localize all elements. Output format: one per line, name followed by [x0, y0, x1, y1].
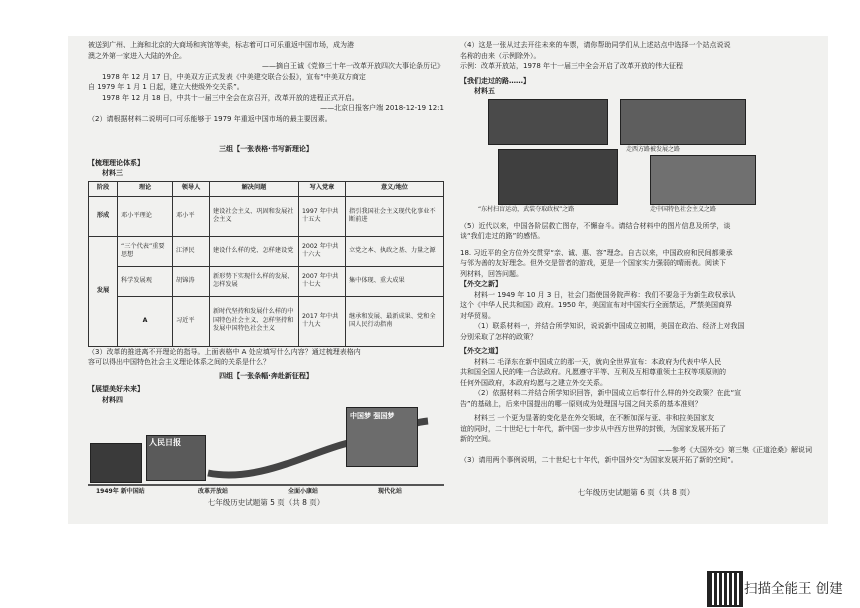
question-4: （4）这是一张从过去开往未来的车票，请你帮助同学们从上述站点中选择一个站点说说 [460, 41, 731, 49]
history-collage [474, 99, 774, 219]
group3-subtitle: 【梳理理论体系】 [88, 158, 144, 167]
material-4-label: 材料四 [102, 395, 123, 404]
china-dream-poster [346, 407, 418, 467]
material-2: 材料二 毛泽东在新中国成立的那一天，就向全世界宣布：本政府为代表中华人民 [474, 357, 722, 366]
material-3: 谊的同时，二十世纪七十年代，新中国一步步从中西方世界的封锁，为国家发展开拓了 [460, 424, 726, 433]
poster-slogan: 中国梦 强国梦 [350, 412, 395, 420]
table-cell: 习近平 [173, 296, 210, 346]
question-18-2: （2）依据材料二并结合所学知识回答，新中国成立后奉行什么样的外交政策？在此“宣 [474, 389, 742, 397]
theory-table [88, 181, 444, 347]
collage-caption: “东村扫盲运动，武装夺取政权”之路 [478, 205, 575, 213]
question-5: 谈“我们走过的路”的感悟。 [460, 232, 545, 240]
train-ticket-timeline [88, 407, 444, 495]
station-label: 改革开放站 [198, 488, 229, 495]
timeline-rail [88, 484, 444, 486]
table-header: 理论 [118, 181, 173, 196]
page-6 [460, 40, 812, 498]
qr-code-icon [707, 571, 743, 607]
table-cell: 建设什么样的党、怎样建设党 [210, 236, 299, 266]
table-row [89, 236, 444, 266]
group4-subtitle: 【展望美好未来】 [88, 385, 144, 393]
stage-cell: 发展 [89, 236, 118, 346]
collage-photo [498, 149, 618, 205]
date-line: 自 1979 年 1 月 1 日起，建立大使级外交关系”。 [88, 83, 244, 91]
date-line: 1978 年 12 月 18 日，中共十一届三中全会在京召开，改革开放的进程正式开启。 [102, 93, 359, 102]
material-5-label: 材料五 [474, 87, 495, 95]
collage-caption: 走中国特色社会主义之路 [650, 205, 717, 213]
newspaper-masthead: 人民日报 [149, 438, 181, 447]
collage-photo [488, 99, 608, 145]
table-cell: 胡锦涛 [173, 266, 210, 296]
question-18: 列材料，回答问题。 [460, 269, 523, 278]
source-line: ——参考《大国外交》第三集《正道沧桑》解说词 [658, 445, 812, 454]
material-2: 任何外国政府，本政府均愿与之建立外交关系。 [460, 378, 607, 387]
material-3: 新的空间。 [460, 435, 495, 443]
page-footer: 七年级历史试题第 5 页（共 8 页） [207, 498, 325, 507]
table-cell: 立党之本、执政之基、力量之源 [346, 236, 444, 266]
question-2: （2）请根据材料二说明可口可乐能够于 1979 年重返中国市场的最主要因素。 [88, 114, 332, 123]
table-header-row [89, 181, 444, 196]
road-title: 【我们走过的路……】 [460, 76, 530, 85]
date-line: 1978 年 12 月 17 日，中美双方正式发表《中美建交联合公报》，宣布“中美双方商定 [102, 72, 366, 81]
foreign-way-title: 【外交之道】 [460, 347, 502, 355]
material-1: 对华贸易。 [460, 311, 495, 320]
station-label: 1949年 新中国站 [96, 488, 145, 495]
material-1: 材料一 1949 年 10 月 3 日，社会门指使国务院声称：我们不要急于为新生政权承认 [474, 290, 736, 299]
page-5 [88, 40, 444, 509]
intro-line: 澳之外第一家进入大陆的外企。 [88, 51, 186, 60]
question-5: （5）近代以来，中国各阶层救亡图存，不懈奋斗。请结合材料中的图片信息及所学，谈 [460, 221, 731, 230]
material-1: 这个《中华人民共和国》政府。1950 年，美国宣布对中国实行全面禁运，严禁美国商界 [460, 301, 733, 309]
question-4: 名称的由来（示例除外）。 [460, 51, 541, 60]
table-cell: 2017 年中共十九大 [299, 296, 346, 346]
stage-cell: 形成 [89, 196, 118, 236]
question-4-example: 示例：改革开放站，1978 年十一届三中全会开启了改革开放的伟大征程 [460, 62, 684, 70]
table-row [89, 266, 444, 296]
foreign-new-title: 【外交之新】 [460, 280, 502, 288]
table-header: 领导人 [173, 181, 210, 196]
question-18: 与邻为善的友好理念。但外交是智者的游戏，更是一个国家实力强弱的晴雨表。阅读下 [460, 259, 726, 267]
question-3: 容可以得出中国特色社会主义理论体系之间的关系是什么？ [88, 358, 270, 366]
table-cell: 1997 年中共十五大 [299, 196, 346, 236]
table-cell: 继承和发展、最新成果、党和全国人民行动指南 [346, 296, 444, 346]
table-cell: 指引我国社会主义现代化事业不断前进 [346, 196, 444, 236]
group4-title: 四组【一张条幅·奔赴新征程】 [219, 371, 313, 380]
table-cell: 2007 年中共十七大 [299, 266, 346, 296]
collage-photo [620, 99, 746, 145]
group3-title: 三组【一张表格·书写新理论】 [219, 145, 313, 153]
exam-sheet [68, 36, 828, 524]
source-line: ——摘自王诚《党修三十年一改革开放四次大事论条历记》 [262, 62, 444, 70]
table-cell: 邓小平 [173, 196, 210, 236]
table-header: 解决问题 [210, 181, 299, 196]
station-label: 全面小康站 [288, 488, 319, 495]
table-header: 阶段 [89, 181, 118, 196]
table-cell: 江泽民 [173, 236, 210, 266]
question-18: 18. 习近平的全方位外交贯穿“亲、诚、惠、容”理念。自古以来，中国政府和民间都秉承 [460, 248, 733, 257]
table-cell: 2002 年中共十六大 [299, 236, 346, 266]
table-cell: 科学发展观 [118, 266, 173, 296]
material-2: 共和国全国人民的唯一合法政府。凡愿遵守平等、互利及互相尊重领土主权等项原则的 [460, 368, 726, 376]
material-3-label: 材料三 [102, 169, 123, 177]
tiananmen-photo [90, 443, 142, 483]
table-row [89, 196, 444, 236]
collage-caption: 走西方路被发展之路 [626, 145, 681, 153]
question-18-3: （3）请用两个事例说明，二十世纪七十年代，新中国外交“为国家发展开拓了新的空间”。 [460, 456, 738, 464]
question-18-1: 分别采取了怎样的政策？ [460, 332, 537, 341]
table-cell: 建设社会主义、巩固和发展社会主义 [210, 196, 299, 236]
table-cell: 邓小平理论 [118, 196, 173, 236]
page-footer: 七年级历史试题第 6 页（共 8 页） [577, 487, 695, 497]
source-line: ——北京日报客户端 2018-12-19 12:1 [320, 104, 444, 112]
table-header: 意义/地位 [346, 181, 444, 196]
question-18-2: 告”的基础上，后来中国提出的哪一原则成为处理国与国之间关系的基本准则？ [460, 399, 702, 408]
question-18-1: （1）联系材料一，并结合所学知识，说说新中国成立初期，美国在政治、经济上对我国 [474, 322, 745, 330]
intro-line: 被送到广州、上海和北京的大商场和宾馆等卖，标志着可口可乐重返中国市场，成为港 [88, 41, 354, 49]
table-cell-blank-a: A [118, 296, 173, 346]
station-label: 现代化站 [378, 488, 403, 495]
scanner-watermark: 扫描全能王 创建 [744, 581, 843, 597]
table-cell: 新形势下实现什么样的发展、怎样发展 [210, 266, 299, 296]
collage-photo [650, 155, 756, 205]
table-cell: 新时代坚持和发展什么样的中国特色社会主义、怎样坚持和发展中国特色社会主义 [210, 296, 299, 346]
material-3: 材料三 一个更为显著的变化是在外交领域，在不断加深与亚、非和拉美国家友 [474, 414, 715, 422]
question-3: （3）改革的推进离不开理论的指导。上面表格中 A 处应填写什么内容？通过梳理表格内 [88, 347, 361, 356]
table-row [89, 296, 444, 346]
table-cell: “三个代表”重要思想 [118, 236, 173, 266]
table-header: 写入党章 [299, 181, 346, 196]
table-cell: 集中体现、重大成果 [346, 266, 444, 296]
newspaper-photo [146, 435, 206, 481]
